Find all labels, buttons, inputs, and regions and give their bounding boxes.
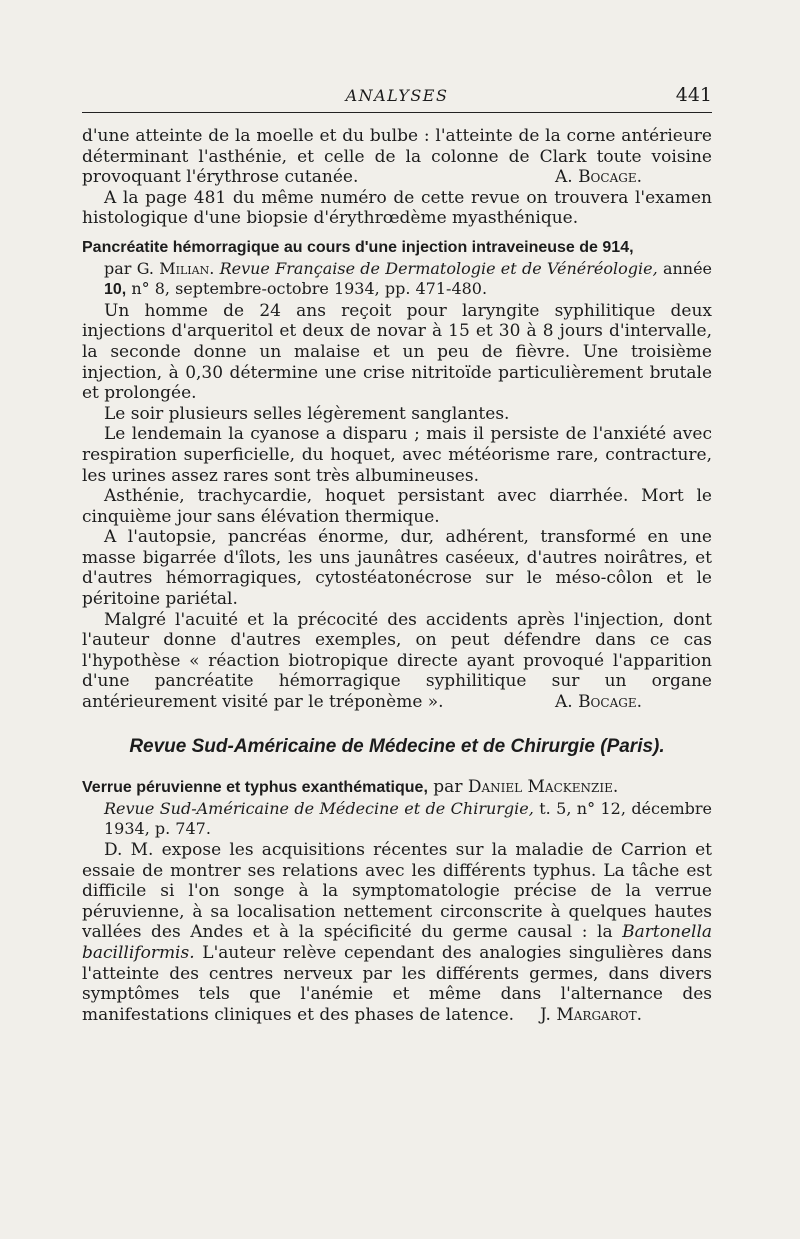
- article-1-last-paragraph: [82, 610, 712, 713]
- running-title: ANALYSES: [345, 86, 449, 105]
- article-1-paragraph: Le lendemain la cyanose a disparu ; mais il persiste de l'anxiété avec respiration superficielle, du hoquet, avec météorisme rare, contracture, les urines assez rares sont très albumineuses.: [82, 424, 712, 486]
- body-text: [82, 126, 712, 1025]
- continuation-note: A la page 481 du même numéro de cette revue on trouvera l'examen histologique d'une biopsie d'érythrœdème myasthénique.: [82, 187, 712, 229]
- article-2-paragraph-start: D. M. expose les acquisitions récentes sur la maladie de Carrion et essaie de montrer ses relations avec les différents typhus. La tâche est difficile si l'on songe à la symptomatologie précise de la verrue péruvienne, à sa localisation nettement circonscrite à quelques hautes vallées des Andes et à la spécificité du germe causal : la: [82, 840, 712, 943]
- article-1-meta: [82, 259, 712, 301]
- article-2-title: Verrue péruvienne et typhus exanthématique,: [82, 779, 428, 797]
- article-2-paragraph: [82, 840, 712, 1025]
- article-2-journal: Revue Sud-Américaine de Médecine et de Chirurgie,: [104, 798, 534, 818]
- article-2-author: Daniel Mackenzie.: [467, 777, 619, 798]
- article-1-author: G. Milian.: [136, 258, 215, 278]
- article-1-paragraph: Asthénie, trachycardie, hoquet persistant avec diarrhée. Mort le cinquième jour sans élévation thermique.: [82, 486, 712, 527]
- article-1-journal: Revue Française de Dermatologie et de Vénéréologie,: [219, 258, 658, 278]
- page-number: 441: [675, 84, 712, 106]
- article-1-year: 10,: [104, 281, 127, 299]
- article-2-meta: [82, 799, 712, 840]
- article-2-citation: [82, 777, 712, 799]
- article-1-paragraph: Un homme de 24 ans reçoit pour laryngite syphilitique deux injections d'arqueritol et deux de novar à 15 et 30 à 8 jours d'intervalle, la seconde donne un malaise et un peu de fièvre. Une troisième injection, à 0,30 détermine une crise nitritoïde particulièrement brutale et prolongée.: [82, 300, 712, 404]
- article-1-paragraph: A l'autopsie, pancréas énorme, dur, adhérent, transformé en une masse bigarrée d'îlots, les uns jaunâtres caséeux, d'autres noirâtres, et d'autres hémorragiques, cytostéatonécrose sur le méso-côlon et le péritoine pariétal.: [82, 527, 712, 610]
- page-header: [82, 84, 712, 113]
- article-2-species: Bartonella bacilliformis.: [82, 922, 713, 963]
- article-1-paragraph: Malgré l'acuité et la précocité des accidents après l'injection, dont l'auteur donne d'autres exemples, on peut défendre dans ce cas l'hypothèse « réaction biotropique directe ayant provoqué l'apparition d'une pancréatite hémorragique syphilitique sur un organe antérieurement visité par le tréponème ».: [82, 609, 712, 713]
- continuation-text: d'une atteinte de la moelle et du bulbe : l'atteinte de la corne antérieure déterminant l'asthénie, et celle de la colonne de Clark toute voisine provoquant l'érythrose cutanée.: [82, 126, 712, 188]
- article-1-paragraph: Le soir plusieurs selles légèrement sanglantes.: [104, 403, 510, 424]
- article-1-year-label: année: [662, 258, 713, 278]
- journal-heading: Revue Sud-Américaine de Médecine et de Chirurgie (Paris).: [129, 735, 665, 757]
- article-1-citation: [82, 237, 712, 259]
- signature: J. Margarot.: [540, 1004, 642, 1025]
- article-1-by: par: [104, 258, 132, 278]
- article-2-issue: t. 5, n° 12, décembre 1934, p. 747.: [104, 798, 712, 839]
- article-1-issue: n° 8, septembre-octobre 1934, pp. 471-480.: [131, 279, 488, 299]
- article-1-title: Pancréatite hémorragique au cours d'une injection intraveineuse de 914,: [82, 238, 634, 256]
- continuation-paragraph: [82, 126, 712, 188]
- signature: A. Bocage.: [554, 167, 642, 188]
- signature: A. Bocage.: [554, 692, 642, 713]
- article-2-paragraph-end: L'auteur relève cependant des analogies singulières dans l'atteinte des centres nerveux par les différents germes, dans divers symptômes tels que l'anémie et même dans l'alternance des manifestations cliniques et des phases de latence.: [82, 942, 712, 1025]
- article-2-by: par: [433, 777, 463, 798]
